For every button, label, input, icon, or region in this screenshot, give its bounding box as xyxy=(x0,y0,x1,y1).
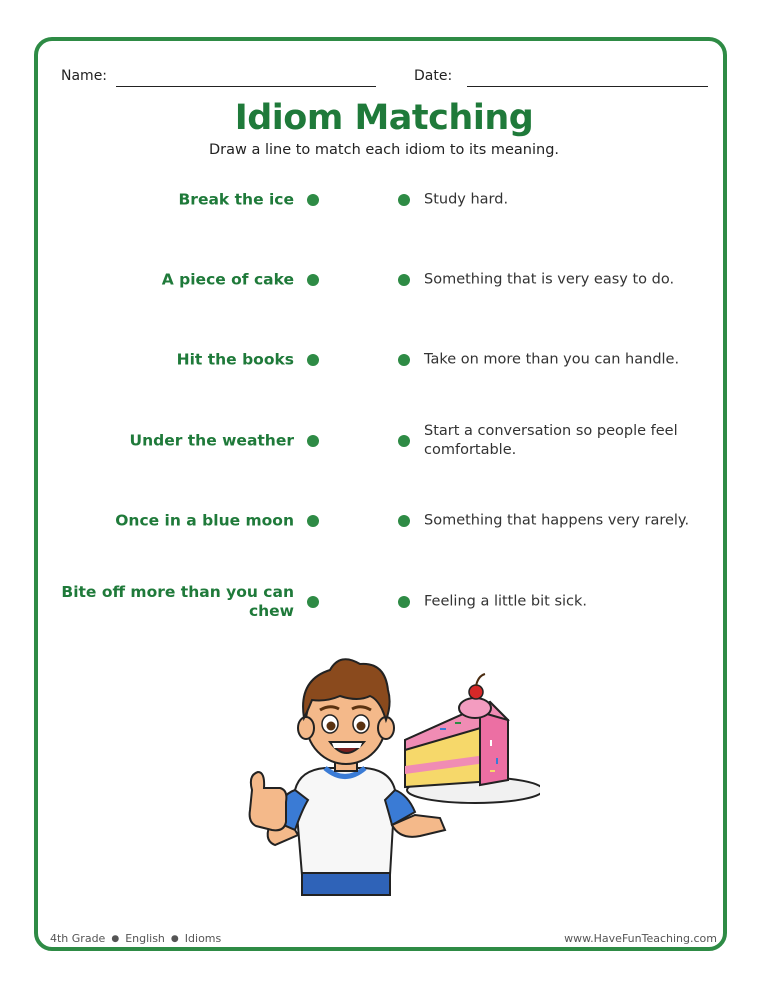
matching-row xyxy=(0,491,768,551)
date-field-line[interactable] xyxy=(467,86,708,87)
meaning-dot[interactable] xyxy=(398,596,410,608)
meaning-text: Take on more than you can handle. xyxy=(424,351,680,368)
matching-row xyxy=(0,250,768,310)
idiom-text: Break the ice xyxy=(178,190,294,209)
name-label: Name: xyxy=(61,68,108,84)
meaning-text: Something that is very easy to do. xyxy=(424,271,675,288)
idiom-text: A piece of cake xyxy=(161,270,294,289)
footer-topic: Idioms xyxy=(184,932,222,945)
idiom-text: Hit the books xyxy=(176,350,294,369)
footer-subject: English xyxy=(125,932,165,945)
meaning-dot[interactable] xyxy=(398,354,410,366)
idiom-dot[interactable] xyxy=(307,274,319,286)
idiom-dot[interactable] xyxy=(307,194,319,206)
meaning-text: Something that happens very rarely. xyxy=(424,512,690,529)
matching-row xyxy=(0,170,768,230)
meaning-dot[interactable] xyxy=(398,435,410,447)
idiom-text: Once in a blue moon xyxy=(115,511,294,530)
idiom-dot[interactable] xyxy=(307,435,319,447)
page-title: Idiom Matching xyxy=(234,98,534,138)
meaning-text: Study hard. xyxy=(424,191,509,208)
name-field-line[interactable] xyxy=(116,86,376,87)
instructions: Draw a line to match each idiom to its meaning. xyxy=(208,142,560,158)
matching-row xyxy=(0,330,768,390)
idiom-text: Under the weather xyxy=(129,431,294,450)
boy-with-cake-illustration xyxy=(240,640,540,900)
idiom-text: Bite off more than you can chew xyxy=(61,583,294,620)
date-label: Date: xyxy=(414,68,453,84)
idiom-dot[interactable] xyxy=(307,515,319,527)
meaning-text: Start a conversation so people feel comfortable. xyxy=(424,423,678,458)
idiom-dot[interactable] xyxy=(307,354,319,366)
meaning-dot[interactable] xyxy=(398,274,410,286)
footer-website-link[interactable]: www.HaveFunTeaching.com xyxy=(564,932,717,945)
footer-grade: 4th Grade xyxy=(50,932,106,945)
idiom-dot[interactable] xyxy=(307,596,319,608)
meaning-dot[interactable] xyxy=(398,194,410,206)
footer-separator: ● xyxy=(170,934,179,944)
footer-tags xyxy=(50,932,221,945)
meaning-dot[interactable] xyxy=(398,515,410,527)
matching-row xyxy=(0,572,768,632)
matching-row xyxy=(0,411,768,471)
footer-separator: ● xyxy=(111,934,120,944)
meaning-text: Feeling a little bit sick. xyxy=(424,593,588,610)
